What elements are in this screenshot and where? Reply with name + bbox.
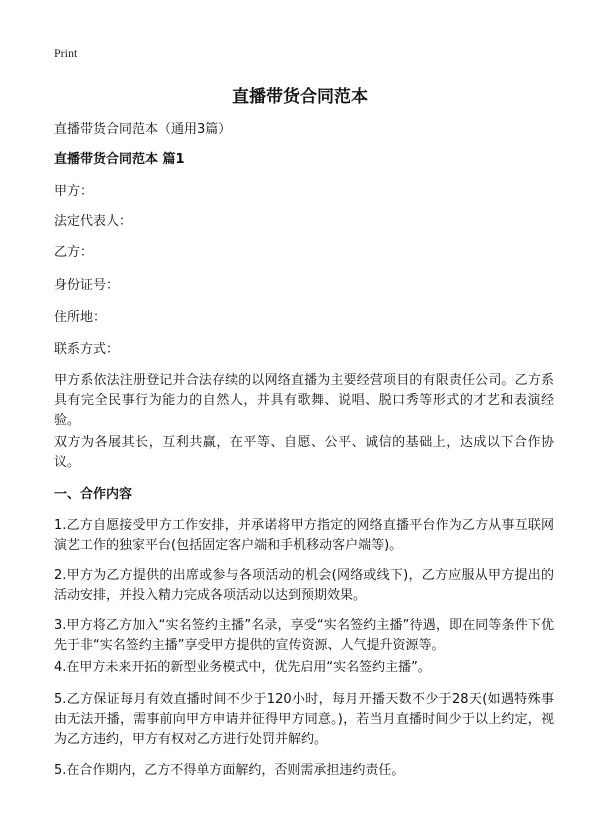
field-party-b: 乙方： [54, 245, 94, 260]
clause-heading: 一、合作内容 [54, 487, 133, 502]
section-heading: 直播带货合同范本 篇1 [54, 152, 185, 167]
field-id-number: 身份证号： [54, 278, 120, 293]
field-contact: 联系方式： [54, 342, 120, 357]
clause-item: 3.甲方将乙方加入“实名签约主播”名录，享受“实名签约主播”待遇，即在同等条件下优先于非“实名签约主播”享受甲方提供的宣传资源、人气提升资源等。 [54, 618, 554, 653]
field-party-a: 甲方： [54, 184, 94, 199]
clause-item: 5.乙方保证每月有效直播时间不少于120小时，每月开播天数不少于28天(如遇特殊事由无法开播，需事前向甲方申请并征得甲方同意。)，若当月直播时间少于以上约定，视为乙方违约，甲方有权对乙方进行处罚并解约。 [54, 692, 554, 747]
clause-item: 1.乙方自愿接受甲方工作安排，并承诺将甲方指定的网络直播平台作为乙方从事互联网演艺工作的独家平台(包括固定客户端和手机移动客户端等)。 [54, 518, 554, 553]
clause-item: 4.在甲方未来开拓的新型业务模式中，优先启用“实名签约主播”。 [54, 660, 431, 675]
intro-paragraph-2: 双方为各展其长，互利共赢，在平等、自愿、公平、诚信的基础上，达成以下合作协议。 [54, 435, 554, 470]
document-title: 直播带货合同范本 [232, 87, 368, 107]
intro-paragraph-1: 甲方系依法注册登记并合法存续的以网络直播为主要经营项目的有限责任公司。乙方系具有完全民事行为能力的自然人，并具有歌舞、说唱、脱口秀等形式的才艺和表演经验。 [54, 373, 554, 428]
field-legal-rep: 法定代表人： [54, 214, 133, 229]
clause-item: 2.甲方为乙方提供的出席或参与各项活动的机会(网络或线下)，乙方应服从甲方提出的活动安排，并投入精力完成各项活动以达到预期效果。 [54, 568, 554, 603]
field-address: 住所地： [54, 310, 107, 325]
clause-item: 5.在合作期内，乙方不得单方面解约，否则需承担违约责任。 [54, 763, 405, 778]
print-label[interactable]: Print [54, 46, 78, 60]
document-subtitle: 直播带货合同范本（通用3篇） [54, 122, 232, 137]
